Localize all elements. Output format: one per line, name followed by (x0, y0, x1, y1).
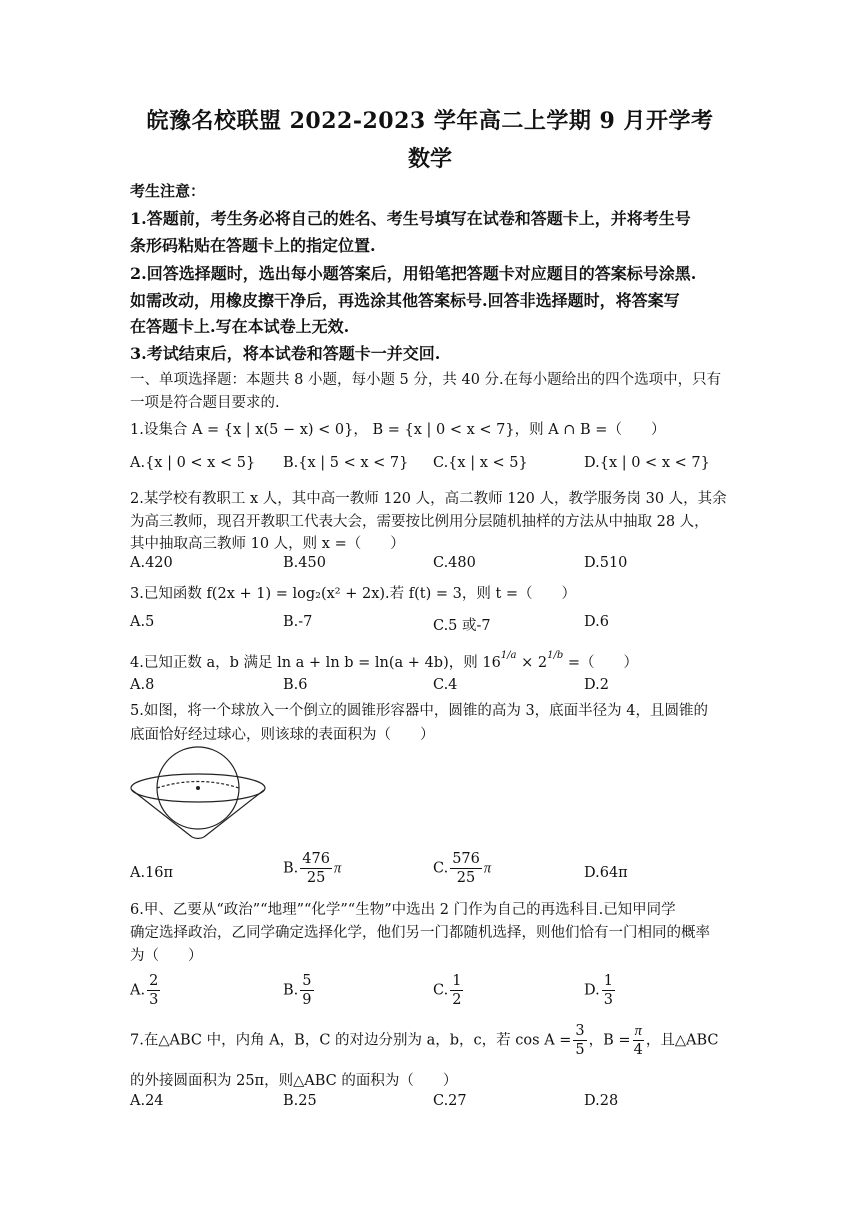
fraction-denominator: 4 (633, 1042, 643, 1058)
fraction-numerator: 1 (452, 973, 462, 989)
q7-angle-fraction (633, 1022, 644, 1059)
q7-option-a: A.24 (130, 1093, 164, 1109)
q5-line2: 底面恰好经过球心，则该球的表面积为（ ） (130, 727, 435, 743)
q6-option-d (584, 972, 617, 1009)
q5-option-a: A.16π (130, 865, 174, 881)
q5-option-c-label: C. (433, 860, 449, 877)
q7-line1-post: ，且△ABC (645, 1032, 719, 1049)
notice-heading: 考生注意： (130, 182, 206, 200)
notice-item2-line1: 2.回答选择题时，选出每小题答案后，用铅笔把答题卡对应题目的答案标号涂黑. (130, 264, 697, 283)
q6-option-b (283, 972, 316, 1009)
q5-line1: 5.如图，将一个球放入一个倒立的圆锥形容器中，圆锥的高为 3，底面半径为 4，且圆锥的 (130, 703, 708, 719)
q3-option-b: B.-7 (283, 614, 313, 630)
q5-option-c-fraction (450, 850, 482, 887)
q2-line2: 为高三教师，现召开教职工代表大会，需要按比例用分层随机抽样的方法从中抽取 28 人， (130, 514, 709, 530)
q4-option-a: A.8 (130, 677, 155, 693)
pi-symbol: π (333, 860, 342, 877)
q6-line1: 6.甲、乙要从“政治”“地理”“化学”“生物”中选出 2 门作为自己的再选科目.已知甲同学 (130, 902, 676, 918)
q2-option-d: D.510 (584, 555, 628, 571)
q6-line2: 确定选择政治，乙同学确定选择化学，他们另一门都随机选择，则他们恰有一门相同的概率 (130, 925, 710, 941)
q3-option-d: D.6 (584, 614, 609, 630)
fraction-numerator: π (634, 1023, 642, 1039)
q7-option-c: C.27 (433, 1093, 467, 1109)
q4-exponent-2: 1/b (547, 650, 564, 661)
fraction-denominator: 9 (302, 992, 312, 1008)
q6-option-d-fraction (602, 972, 615, 1009)
q1-option-c: C.{x | x < 5} (433, 455, 528, 471)
q3-option-a: A.5 (130, 614, 155, 630)
pi-symbol: π (483, 860, 492, 877)
fraction-denominator: 3 (149, 992, 159, 1008)
q6-option-b-label: B. (283, 982, 299, 999)
exam-subject: 数学 (407, 146, 452, 172)
section-heading-line2: 一项是符合题目要求的. (130, 395, 280, 411)
q1-option-d: D.{x | 0 < x < 7} (584, 455, 710, 471)
q2-option-a: A.420 (130, 555, 173, 571)
notice-item2-line2: 如需改动，用橡皮擦干净后，再选涂其他答案标号.回答非选择题时，将答案写 (130, 291, 680, 310)
notice-item3: 3.考试结束后，将本试卷和答题卡一并交回. (130, 344, 441, 363)
q2-option-b: B.450 (283, 555, 326, 571)
q6-line3: 为（ ） (130, 948, 203, 964)
exam-title: 皖豫名校联盟 2022-2023 学年高二上学期 9 月开学考 (146, 108, 714, 134)
q4-stem-mid: × 2 (516, 655, 548, 671)
q6-option-d-label: D. (584, 982, 600, 999)
q7-line1-mid: ，B = (588, 1032, 631, 1049)
q4-stem (130, 650, 730, 672)
q4-exponent-1: 1/a (500, 650, 517, 661)
q2-option-c: C.480 (433, 555, 476, 571)
fraction-numerator: 576 (452, 851, 480, 867)
q6-option-a (130, 972, 162, 1009)
q5-option-d: D.64π (584, 865, 628, 881)
q7-cos-fraction (573, 1022, 586, 1059)
notice-item1-line2: 条形码粘贴在答题卡上的指定位置. (130, 236, 376, 255)
q5-option-b-fraction (300, 850, 332, 887)
q5-option-b-label: B. (283, 860, 299, 877)
q4-option-c: C.4 (433, 677, 458, 693)
fraction-denominator: 2 (452, 992, 462, 1008)
section-heading-line1: 一、单项选择题：本题共 8 小题，每小题 5 分，共 40 分.在每小题给出的四个选项中，只有 (130, 372, 722, 388)
fraction-numerator: 2 (149, 973, 159, 989)
q7-line1-pre: 7.在△ABC 中，内角 A，B，C 的对边分别为 a，b，c，若 cos A = (130, 1032, 572, 1049)
q6-option-a-label: A. (130, 982, 146, 999)
fraction-numerator: 3 (575, 1023, 585, 1039)
q7-line1 (130, 1022, 730, 1059)
q6-option-c-fraction (450, 972, 463, 1009)
q7-option-d: D.28 (584, 1093, 619, 1109)
notice-item2-line3: 在答题卡上.写在本试卷上无效. (130, 317, 350, 336)
fraction-numerator: 1 (603, 973, 613, 989)
q2-line3: 其中抽取高三教师 10 人，则 x =（ ） (130, 536, 405, 552)
q5-option-b (283, 850, 341, 887)
q1-option-a: A.{x | 0 < x < 5} (130, 455, 256, 471)
fraction-denominator: 25 (456, 870, 476, 886)
q4-option-d: D.2 (584, 677, 609, 693)
q1-stem: 1.设集合 A = {x | x(5 − x) < 0}， B = {x | 0 < x < 7}，则 A ∩ B =（ ） (130, 422, 666, 438)
q6-option-c-label: C. (433, 982, 449, 999)
sphere-in-cone-figure (128, 745, 270, 840)
q4-stem-pre: 4.已知正数 a，b 满足 ln a + ln b = ln(a + 4b)，则 16 (130, 655, 501, 671)
fraction-numerator: 476 (302, 851, 330, 867)
q6-option-b-fraction (300, 972, 313, 1009)
q7-line2: 的外接圆面积为 25π，则△ABC 的面积为（ ） (130, 1073, 458, 1089)
notice-item1-line1: 1.答题前，考生务必将自己的姓名、考生号填写在试卷和答题卡上，并将考生号 (130, 209, 691, 228)
fraction-denominator: 5 (575, 1042, 585, 1058)
q3-option-c: C.5 或-7 (433, 618, 491, 634)
q6-option-a-fraction (147, 972, 160, 1009)
q5-option-c (433, 850, 491, 887)
q4-stem-post: =（ ） (563, 655, 638, 671)
fraction-denominator: 3 (603, 992, 613, 1008)
q6-option-c (433, 972, 465, 1009)
q4-option-b: B.6 (283, 677, 308, 693)
q1-option-b: B.{x | 5 < x < 7} (283, 455, 409, 471)
q7-option-b: B.25 (283, 1093, 317, 1109)
fraction-denominator: 25 (306, 870, 326, 886)
q2-line1: 2.某学校有教职工 x 人，其中高一教师 120 人，高二教师 120 人，教学服务岗 30 人，其余 (130, 491, 727, 507)
fraction-numerator: 5 (302, 973, 312, 989)
q3-stem: 3.已知函数 f(2x + 1) = log₂(x² + 2x).若 f(t) = 3，则 t =（ ） (130, 586, 577, 602)
